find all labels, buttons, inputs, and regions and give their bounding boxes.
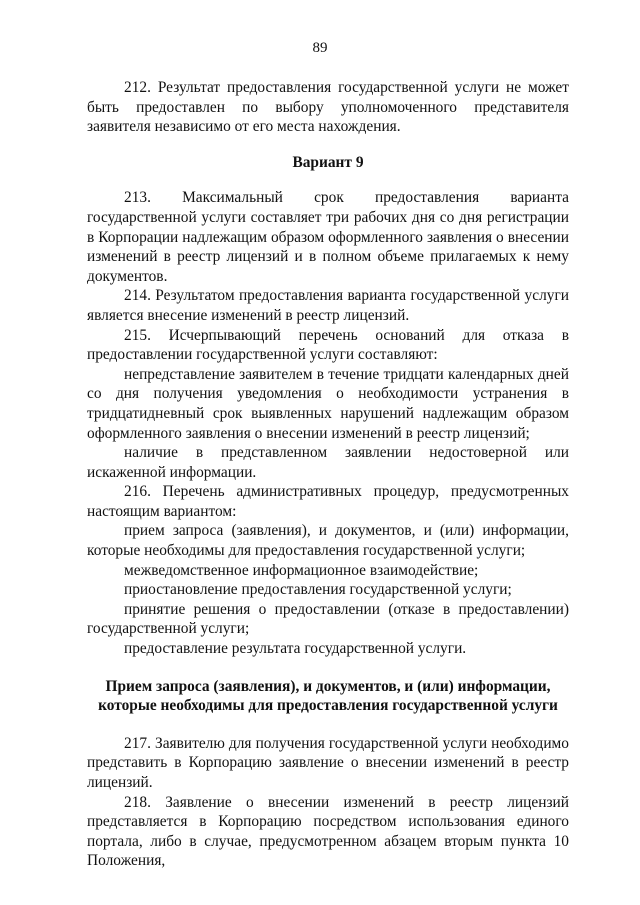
paragraph-217: 217. Заявителю для получения государственной услуги необходимо представить в Корпорацию заявление о внесении изменений в реестр лицензий. <box>87 734 569 791</box>
heading-variant-9: Вариант 9 <box>292 153 364 171</box>
paragraph-215-item-2: наличие в представленном заявлении недостоверной или искаженной информации. <box>87 444 569 481</box>
paragraph-213: 213. Максимальный срок предоставления варианта государственной услуги составляет три рабочих дня со дня регистрации в Корпорации надлежащим образом оформленного заявления о внесении изменений в реестр лицензий и в полном объеме прилагаемых к нему документов. <box>87 189 569 285</box>
paragraph-216: 216. Перечень административных процедур, предусмотренных настоящим вариантом: <box>87 483 569 520</box>
paragraph-212: 212. Результат предоставления государственной услуги не может быть предоставлен по выбору уполномоченного представителя заявителя независимо от его места нахождения. <box>87 79 569 136</box>
paragraph-216-item-5: предоставление результата государственной услуги. <box>124 640 467 658</box>
page-number: 89 <box>312 40 328 56</box>
paragraph-216-item-3: приостановление предоставления государственной услуги; <box>124 581 512 599</box>
paragraph-216-item-2: межведомственное информационное взаимодействие; <box>124 561 479 579</box>
paragraph-216-item-1: прием запроса (заявления), и документов, и (или) информации, которые необходимы для предоставления государственной услуги; <box>87 522 569 560</box>
paragraph-215-item-1: непредставление заявителем в течение тридцати календарных дней со дня получения уведомления о необходимости устранения в тридцатидневный срок выявленных нарушений надлежащим образом оформленного заявления о внесении изменений в реестр лицензий; <box>87 365 569 442</box>
paragraph-216-item-4: принятие решения о предоставлении (отказе в предоставлении) государственной услуги; <box>87 600 569 638</box>
document-body <box>87 78 569 871</box>
paragraph-215: 215. Исчерпывающий перечень оснований для отказа в предоставлении государственной услуги составляют: <box>87 326 569 364</box>
paragraph-218: 218. Заявление о внесении изменений в реестр лицензий представляется в Корпорацию посредством использования единого портала, либо в случае, предусмотренном абзацем вторым пункта 10 Положения, <box>87 793 569 870</box>
heading-request-intake: Прием запроса (заявления), и документов, и (или) информации, которые необходимы для предоставления государственной услуги <box>98 677 558 715</box>
paragraph-214: 214. Результатом предоставления варианта государственной услуги является внесение изменений в реестр лицензий. <box>87 287 569 324</box>
